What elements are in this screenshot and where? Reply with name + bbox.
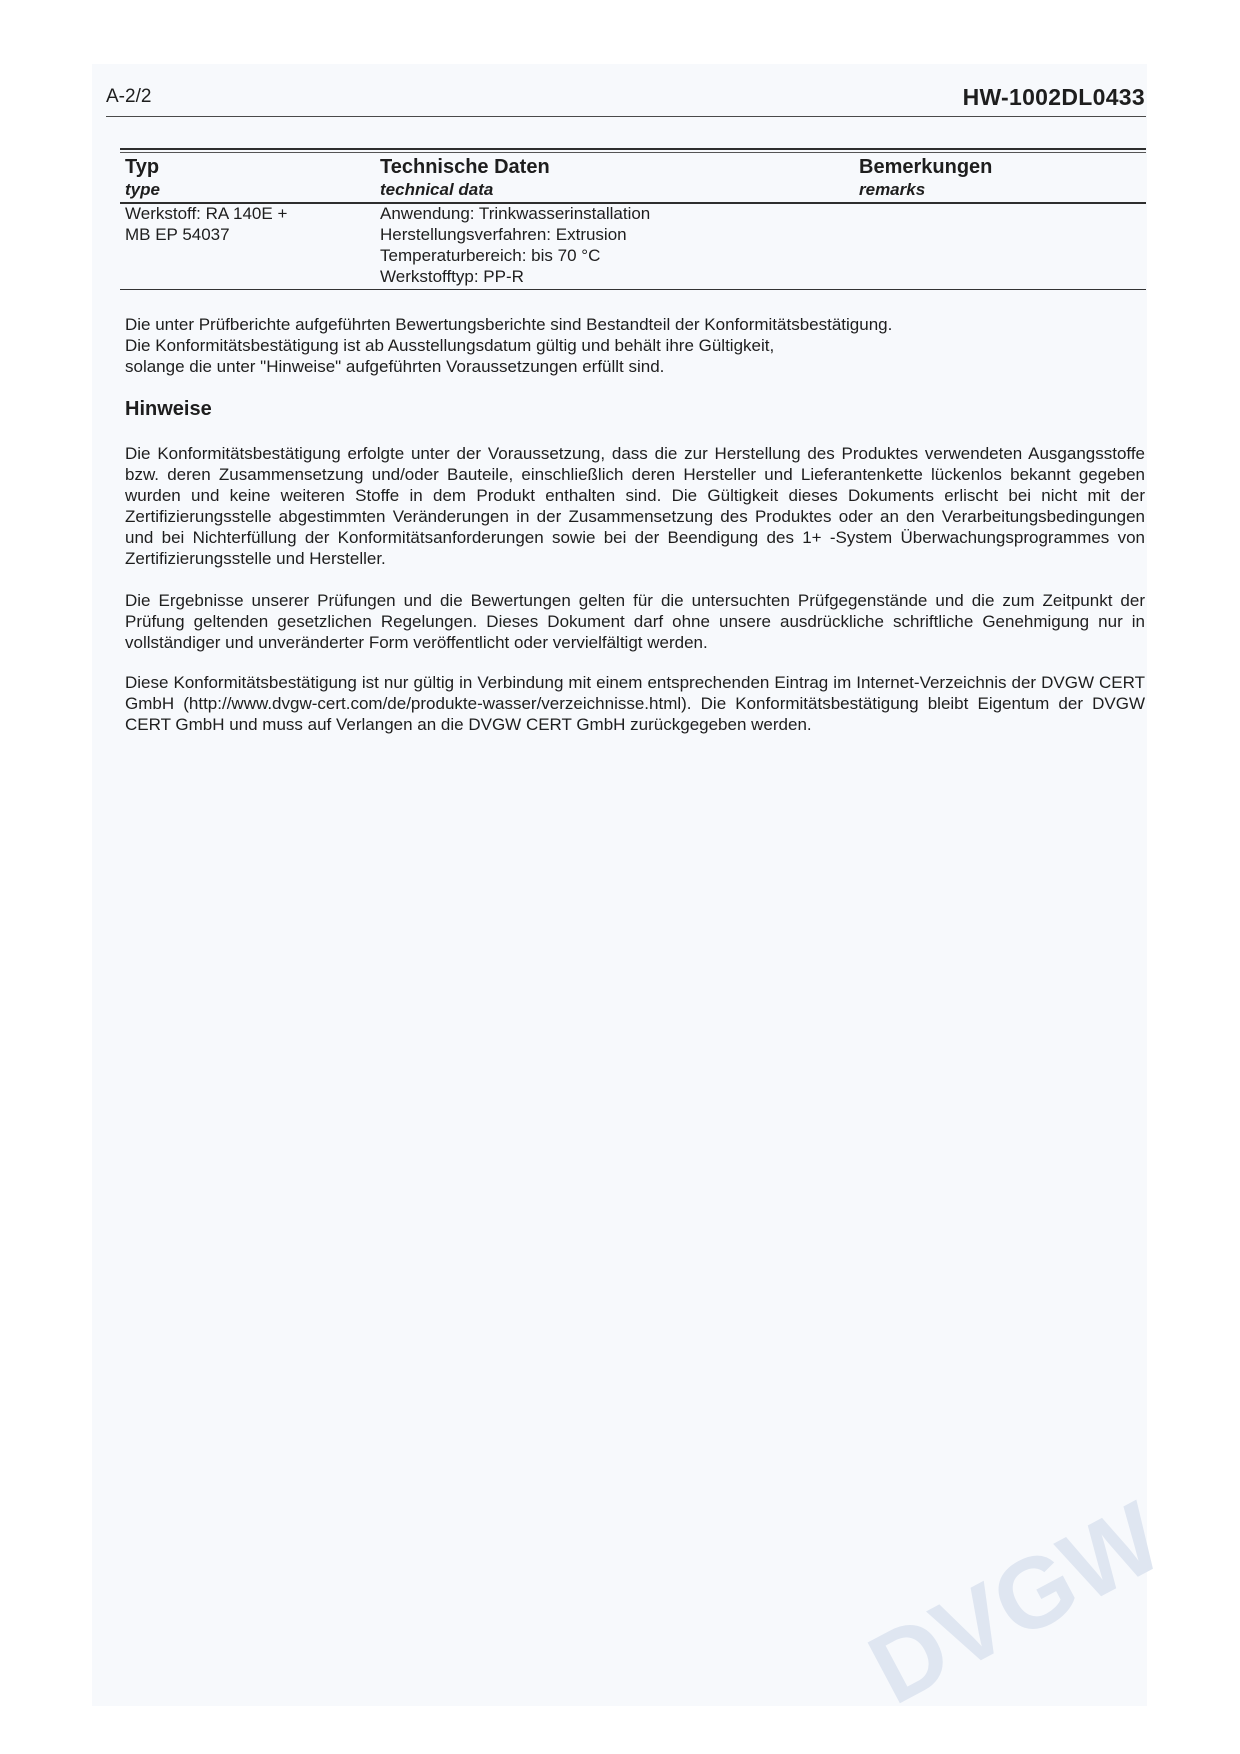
- notes-paragraph-3: Diese Konformitätsbestätigung ist nur gültig in Verbindung mit einem entsprechenden Eintrag im Internet-Verzeichnis der DVGW CERT GmbH (http://www.dvgw-cert.com/de/produkte-wasser/verzeichnisse.html). Die Konformitätsbestätigung bleibt Eigentum der DVGW CERT GmbH und muss auf Verlangen an die DVGW CERT GmbH zurückgegeben werden.: [125, 673, 1145, 734]
- tech-line: Anwendung: Trinkwasserinstallation: [380, 204, 651, 223]
- page-reference: A-2/2: [106, 86, 152, 107]
- table-bottom-rule: [120, 289, 1146, 290]
- type-cell: [125, 203, 287, 245]
- table-top-rule: [120, 148, 1146, 150]
- tech-line: Temperaturbereich: bis 70 °C: [380, 246, 601, 265]
- col-header-remarks-en: remarks: [859, 180, 926, 199]
- col-header-tech-en: technical data: [380, 180, 494, 199]
- type-line: Werkstoff: RA 140E +: [125, 204, 288, 223]
- notes-paragraph-2: Die Ergebnisse unserer Prüfungen und die Bewertungen gelten für die untersuchten Prüfgegenstände und die zum Zeitpunkt der Prüfung geltenden gesetzlichen Regelungen. Dieses Dokument darf ohne unsere ausdrückliche schriftliche Genehmigung nur in vollständiger und unveränderter Form veröffentlicht oder vervielfältigt werden.: [125, 591, 1145, 652]
- col-header-type: Typ: [125, 156, 160, 178]
- document-sheet: [92, 64, 1147, 1706]
- intro-line: solange die unter "Hinweise" aufgeführten Voraussetzungen erfüllt sind.: [125, 357, 665, 376]
- notes-title: Hinweise: [125, 398, 212, 420]
- intro-text: [125, 314, 1145, 377]
- tech-line: Werkstofftyp: PP-R: [380, 267, 524, 286]
- col-header-remarks: Bemerkungen: [859, 156, 993, 178]
- col-header-tech: Technische Daten: [380, 156, 550, 178]
- intro-line: Die unter Prüfberichte aufgeführten Bewertungsberichte sind Bestandteil der Konformitätsbestätigung.: [125, 315, 893, 334]
- tech-cell: [380, 203, 650, 287]
- watermark-text: DVGW: [851, 1480, 1180, 1726]
- header-divider: [106, 116, 1146, 117]
- tech-line: Herstellungsverfahren: Extrusion: [380, 225, 627, 244]
- document-number: HW-1002DL0433: [962, 84, 1145, 110]
- type-line: MB EP 54037: [125, 225, 230, 244]
- intro-line: Die Konformitätsbestätigung ist ab Ausstellungsdatum gültig und behält ihre Gültigkeit,: [125, 336, 775, 355]
- col-header-type-en: type: [125, 180, 160, 199]
- notes-paragraph-1: Die Konformitätsbestätigung erfolgte unter der Voraussetzung, dass die zur Herstellung des Produktes verwendeten Ausgangsstoffe bzw. deren Zusammensetzung und/oder Bauteile, einschließlich deren Hersteller und Lieferantenkette lückenlos bekannt gegeben wurden und keine weiteren Stoffe in dem Produkt enthalten sind. Die Gültigkeit dieses Dokuments erlischt bei nicht mit der Zertifizierungsstelle abgestimmten Veränderungen in der Zusammensetzung des Produktes oder an den Verarbeitungsbedingungen und bei Nichterfüllung der Konformitätsanforderungen sowie bei der Beendigung des 1+ -System Überwachungsprogrammes von Zertifizierungsstelle und Hersteller.: [125, 444, 1145, 568]
- table-top-rule-thin: [120, 152, 1146, 153]
- dvgw-watermark-logo: [840, 1480, 1180, 1726]
